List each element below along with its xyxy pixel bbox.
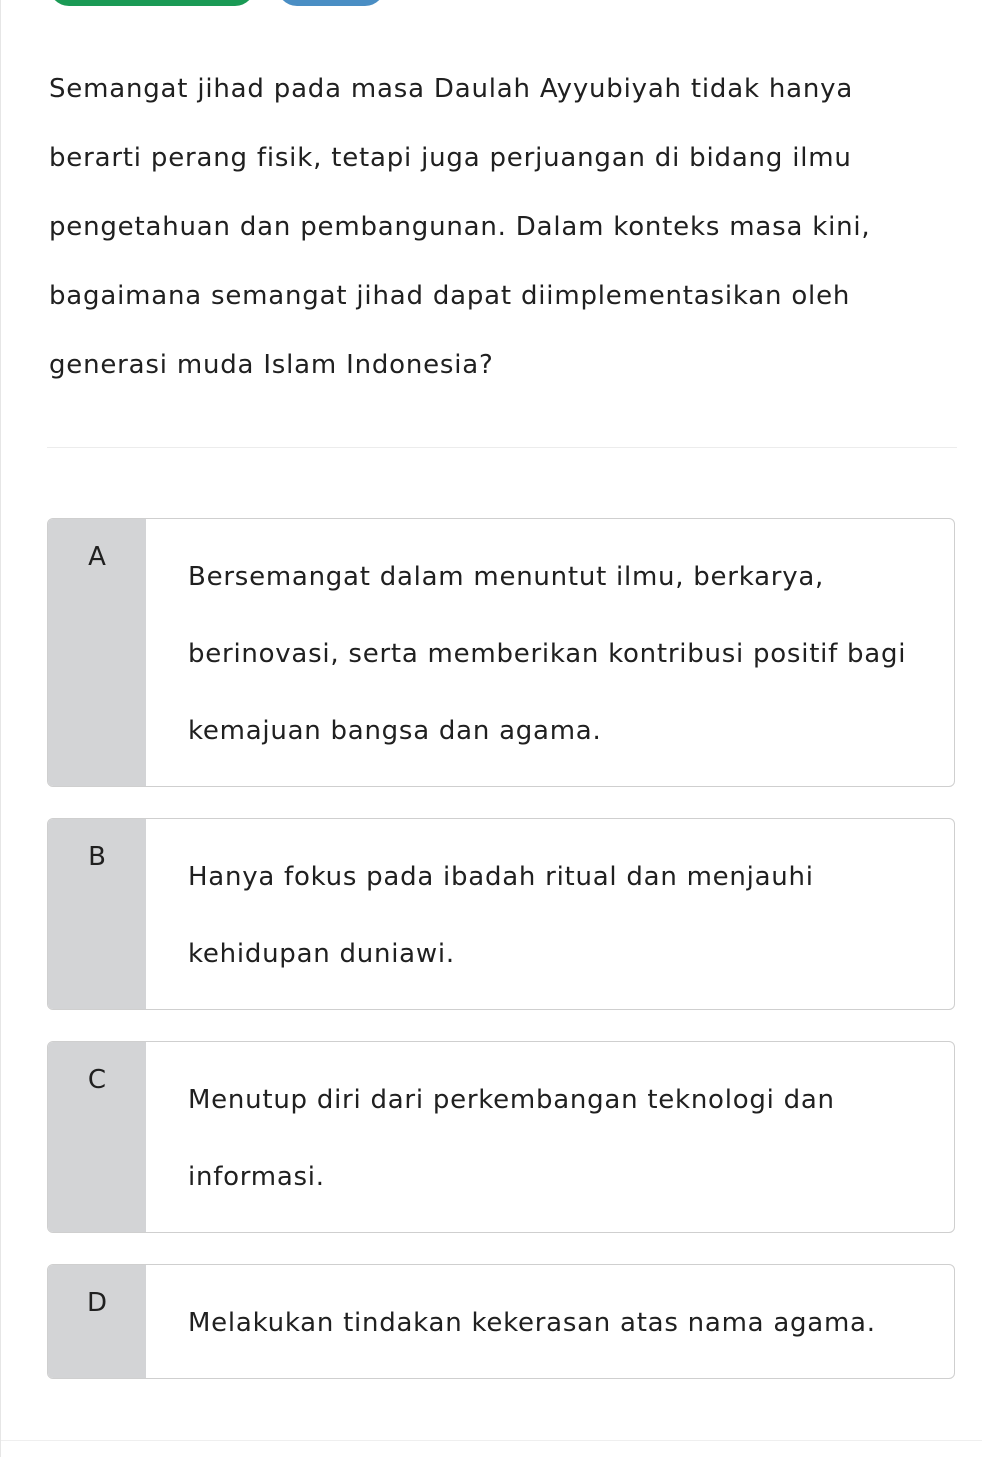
option-text-a: Bersemangat dalam menuntut ilmu, berkarya, berinovasi, serta memberikan kontribusi positif bagi kemajuan bangsa dan agama. — [188, 562, 907, 746]
question-text: Semangat jihad pada masa Daulah Ayyubiyah tidak hanya berarti perang fisik, tetapi juga perjuangan di bidang ilmu pengetahuan dan pembangunan. Dalam konteks masa kini, bagaimana semangat jihad dapat diimplementasikan oleh generasi muda Islam Indonesia? — [49, 74, 871, 380]
question-divider — [47, 447, 957, 448]
option-d-letter-box — [48, 1265, 146, 1378]
option-text-d: Melakukan tindakan kekerasan atas nama agama. — [188, 1308, 876, 1338]
option-letter-a: A — [88, 542, 106, 572]
option-c[interactable] — [47, 1041, 955, 1233]
bottom-divider — [1, 1440, 982, 1441]
option-b[interactable] — [47, 818, 955, 1010]
option-a-letter-box — [48, 519, 146, 786]
option-text-c: Menutup diri dari perkembangan teknologi dan informasi. — [188, 1085, 835, 1192]
option-a[interactable] — [47, 518, 955, 787]
option-d[interactable] — [47, 1264, 955, 1379]
green-tab-button[interactable] — [49, 0, 255, 6]
option-c-letter-box — [48, 1042, 146, 1232]
option-letter-d: D — [86, 1288, 108, 1318]
option-letter-c: C — [87, 1065, 107, 1095]
option-letter-b: B — [88, 842, 106, 872]
option-text-b: Hanya fokus pada ibadah ritual dan menjauhi kehidupan duniawi. — [188, 862, 814, 969]
blue-tab-button[interactable] — [277, 0, 385, 6]
option-b-letter-box — [48, 819, 146, 1009]
